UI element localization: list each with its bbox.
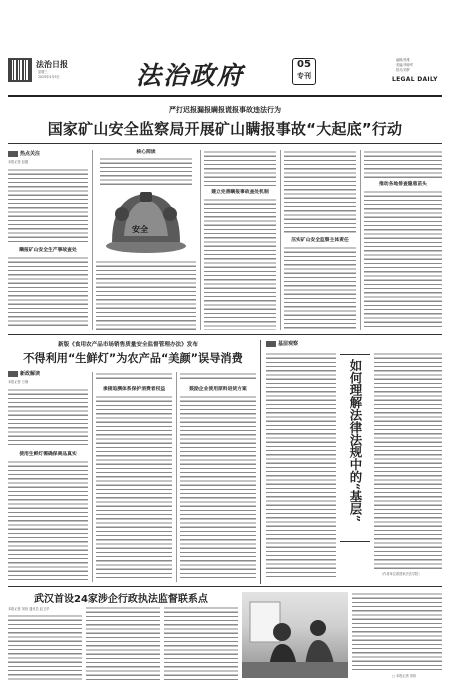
story3-col2-text (86, 606, 160, 680)
story2-col3-text-b (180, 395, 256, 581)
commentary-headline-box (340, 354, 370, 542)
story2-col2-text-a (96, 372, 172, 382)
safety-helmet-illustration (102, 186, 190, 254)
section-marker-icon (266, 341, 276, 347)
story2-subhead-2: 承接追溯体系保护消费者权益 (102, 387, 166, 392)
story3-photo-caption: □ 本报记者 刘欣 (392, 674, 417, 678)
story2-subhead-3: 鼓励企业使用原料进货方案 (189, 387, 247, 392)
commentary-section-tag-label: 基层观察 (278, 341, 299, 347)
core-reading-title: 核心阅读 (136, 150, 156, 155)
story2-col3-text-a (180, 372, 256, 382)
english-name: LEGAL DAILY (392, 76, 438, 83)
lead-kicker: 严打迟报漏报瞒报谎报事故违法行为 (169, 106, 281, 114)
story3-col3-text (164, 606, 238, 680)
lead-subhead-4: 瞒报矿山安全生产事故查处 (19, 248, 77, 253)
lead-subhead-3: 压实矿山安全监察主体责任 (291, 238, 349, 243)
column-divider (260, 340, 261, 584)
lead-subhead-5: 推动各地排查隐患苗头 (379, 182, 427, 187)
column-divider (176, 372, 177, 582)
lead-rule (8, 143, 442, 144)
lead-col4-text-a (284, 150, 356, 234)
masthead (8, 54, 442, 92)
section-rule (8, 586, 442, 587)
lead-col3-text-b (204, 198, 276, 330)
editor-line-3: 校对/刘梦 (396, 68, 410, 72)
core-reading-text (100, 157, 192, 185)
lead-col1-text-a (8, 168, 88, 244)
column-divider (92, 372, 93, 582)
lead-headline: 国家矿山安全监察局开展矿山瞒报事故“大起底”行动 (47, 120, 403, 138)
commentary-headline: 如何理解法律法规中的“基层” (348, 359, 363, 523)
lead-col2-text (96, 260, 196, 330)
column-divider (200, 150, 201, 330)
column-divider (92, 150, 93, 330)
lead-col5-text-a (364, 150, 442, 178)
qr-code-icon (8, 58, 32, 82)
lead-col5-text-b (364, 190, 442, 330)
page-number-badge (292, 58, 316, 85)
helmet-label: 安全 (132, 225, 148, 234)
lead-col1-text-b (8, 256, 88, 328)
commentary-section-tag (266, 340, 298, 347)
commentary-footer: （作者单位系国家法官学院） (380, 572, 422, 576)
section-rule (8, 334, 442, 335)
story2-col2-text-b (96, 395, 172, 581)
lead-byline: 本报记者 赵婕 (8, 160, 29, 164)
story2-col1-text-b (8, 460, 88, 580)
page-number: 05 (297, 59, 311, 70)
lead-col4-text-b (284, 246, 356, 330)
core-reading-box (96, 148, 196, 256)
story2-subhead-1: 使用生鲜灯需确保商品真实 (19, 452, 77, 457)
commentary-text-a (266, 352, 336, 578)
page-kind: 专刊 (297, 72, 311, 80)
story2-kicker: 新版《食用农产品市场销售质量安全监督管理办法》发布 (58, 342, 198, 348)
lead-section-tag (8, 150, 40, 157)
editor-line-1: 编辑/张维 (396, 58, 410, 62)
lead-subhead-1: 建立完善瞒报事故查处机制 (211, 190, 269, 195)
story2-section-tag-label: 新政解读 (20, 371, 41, 377)
issue-meta-1: 星期三 (38, 70, 48, 74)
lead-section-tag-label: 热点关注 (20, 151, 41, 157)
story3-col1-text (8, 614, 82, 680)
commentary-text-b (374, 352, 442, 570)
story3-byline: 本报记者 刘欣 通讯员 赵卫华 (8, 607, 50, 611)
column-divider (360, 150, 361, 330)
masthead-rule (8, 95, 442, 97)
section-title: 法治政府 (136, 61, 245, 90)
lead-col3-text-a (204, 150, 276, 186)
story2-section-tag (8, 370, 40, 377)
story2-byline: 本报记者 万静 (8, 380, 29, 384)
story2-col1-text-a (8, 388, 88, 448)
newspaper-logo: 法治日报 (36, 59, 68, 69)
story3-col4-text (352, 592, 442, 672)
section-marker-icon (8, 151, 18, 157)
column-divider (280, 150, 281, 330)
people-at-desk-icon (242, 592, 348, 678)
section-marker-icon (8, 371, 18, 377)
story2-headline: 不得利用“生鲜灯”为农产品“美颜”误导消费 (23, 352, 243, 365)
issue-meta-2: 2025年4月9日 (38, 75, 60, 79)
editor-line-2: 美编/李晓军 (396, 63, 414, 67)
story3-headline: 武汉首设24家涉企行政执法监督联系点 (34, 594, 208, 605)
story3-photo (242, 592, 348, 678)
